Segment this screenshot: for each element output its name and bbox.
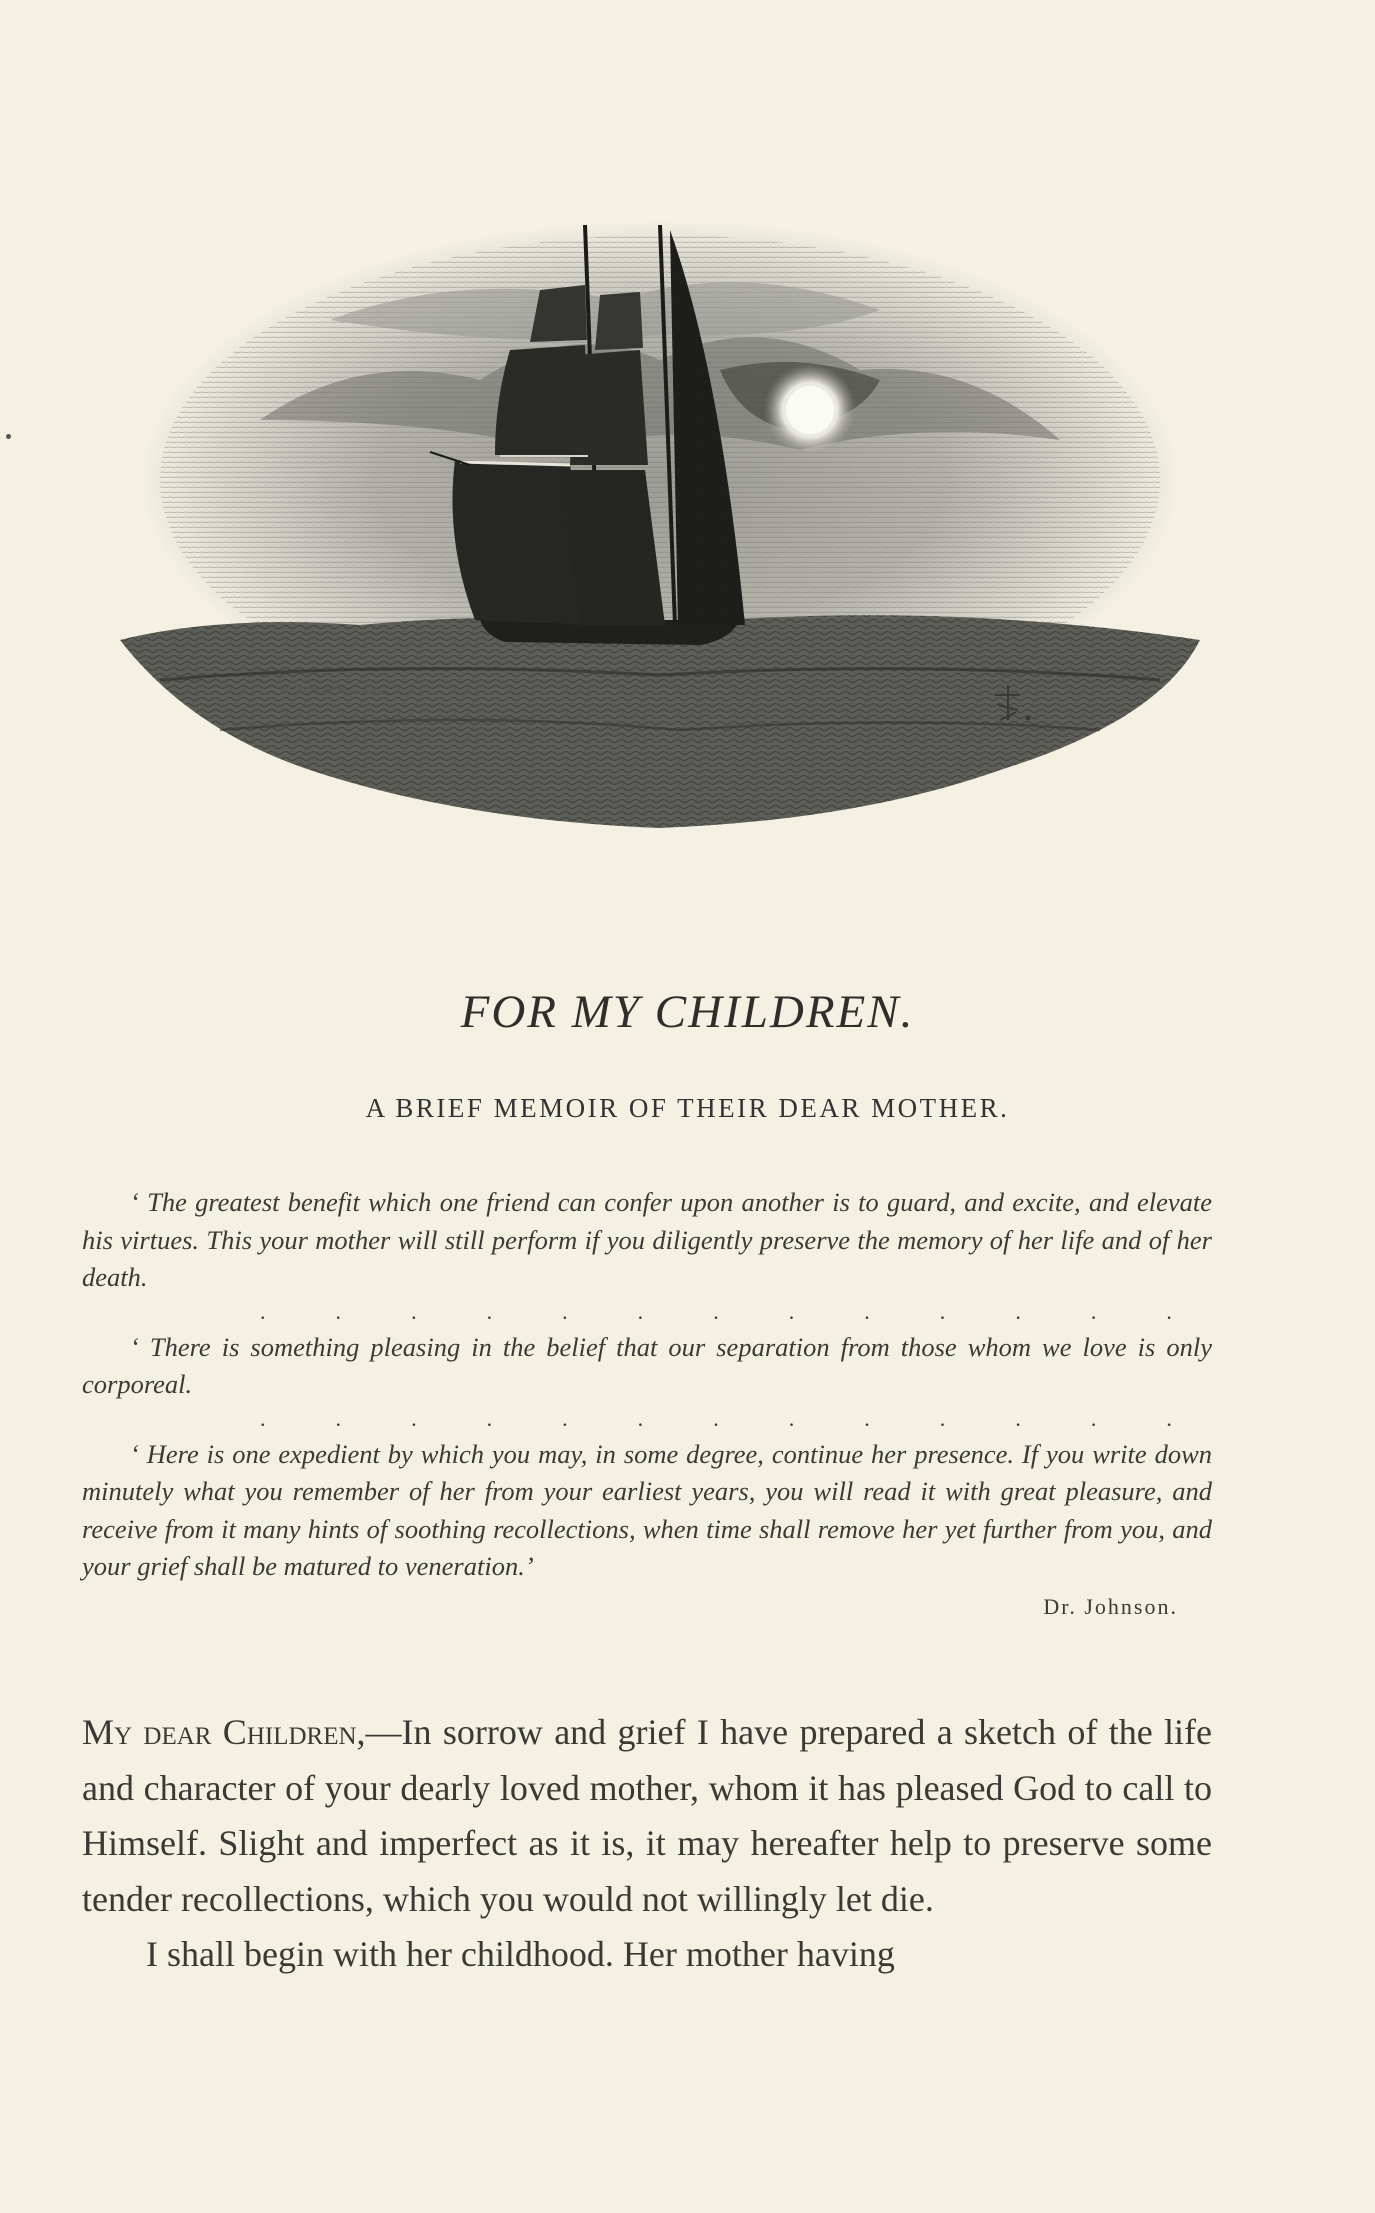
epigraph-quote-2: ‘ There is something pleasing in the belief that our separation from those whom we love is only corporeal. <box>82 1331 1212 1399</box>
epigraph-attribution: Dr. Johnson. <box>1043 1593 1178 1619</box>
ship-engraving <box>100 120 1220 860</box>
ellipsis-row-1: . . . . . . . . . . . . . <box>260 1298 1172 1324</box>
moon <box>786 386 834 434</box>
page-speck <box>6 434 11 439</box>
epigraph-quote-1: ‘ The greatest benefit which one friend can confer upon another is to guard, and excite, and elevate his virtues. This your mother will still perform if you diligently preserve the memory of her life and of her death. <box>82 1187 1212 1292</box>
salutation: My dear Children, <box>82 1712 366 1752</box>
page-title: FOR MY CHILDREN. <box>460 986 915 1038</box>
paragraph-1-text: —In sorrow and grief I have prepared a sketch of the life and character of your dearly loved mother, whom it has pleased God to call to Himself. Slight and imperfect as it is, it may hereafter help to preserve some tender recollections, which you would not willingly let die. <box>82 1712 1212 1919</box>
paragraph-2: I shall begin with her childhood. Her mother having <box>146 1934 895 1974</box>
ellipsis-row-2: . . . . . . . . . . . . . <box>260 1405 1172 1431</box>
memoir-body <box>82 1705 1212 1983</box>
epigraph-quote-3: ‘ Here is one expedient by which you may, in some degree, continue her presence. If you write down minutely what you remember of her from your earliest years, you will read it with great pleasure, and receive from it many hints of soothing recollections, when time shall remove her yet further from you, and your grief shall be matured to veneration.’ <box>82 1438 1212 1581</box>
page-subtitle: A BRIEF MEMOIR OF THEIR DEAR MOTHER. <box>365 1093 1010 1123</box>
opening-paragraph <box>82 1705 1212 1927</box>
epigraph <box>82 1184 1212 1625</box>
